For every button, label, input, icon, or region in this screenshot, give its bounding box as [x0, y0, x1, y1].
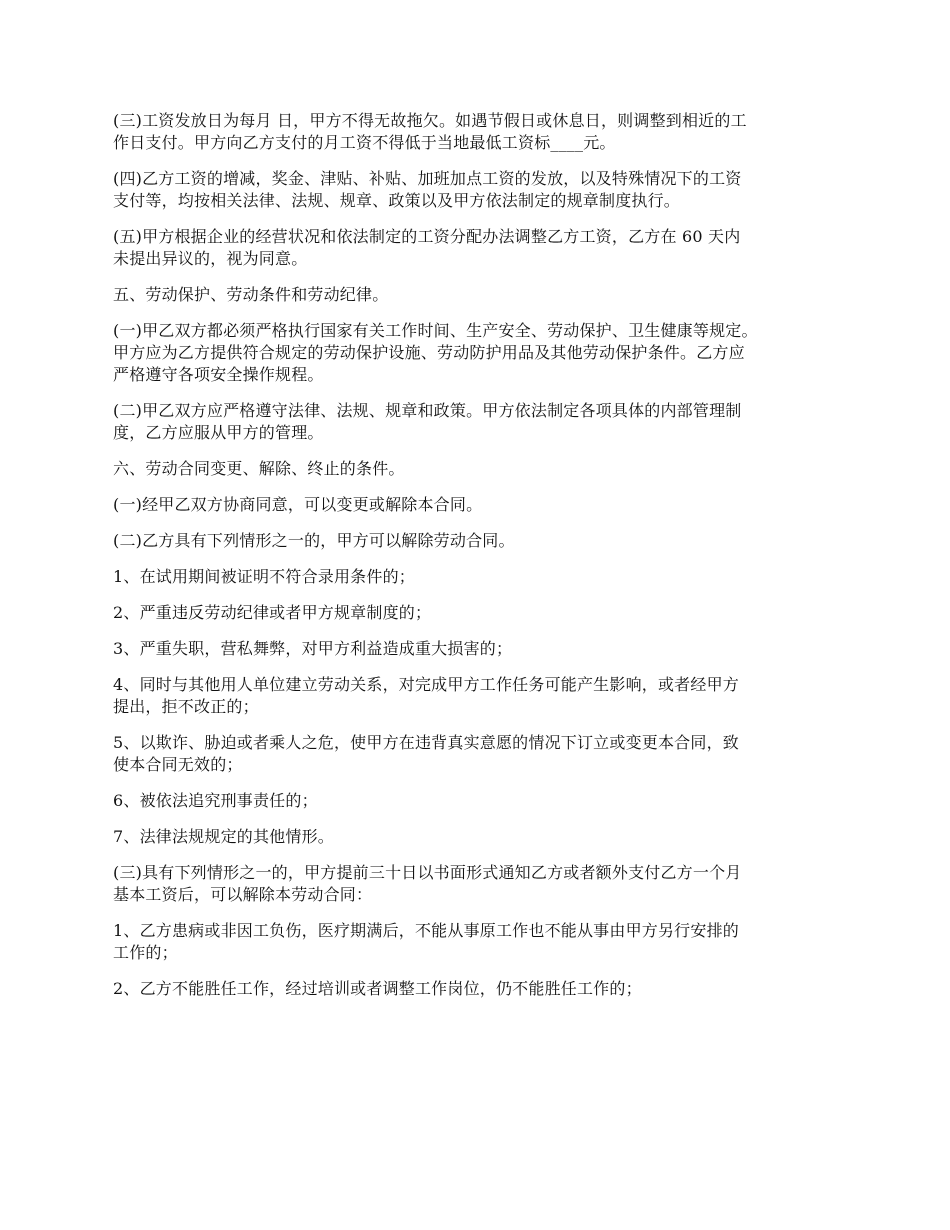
- document-page: [113, 110, 843, 1014]
- paragraph-line: 7、法律法规规定的其他情形。: [113, 827, 334, 846]
- document-paragraph: [113, 638, 843, 660]
- paragraph-line: (四)乙方工资的增减，奖金、津贴、补贴、加班加点工资的发放，以及特殊情况下的工资: [113, 169, 742, 188]
- paragraph-line: 严格遵守各项安全操作规程。: [113, 365, 324, 384]
- document-paragraph: [113, 566, 843, 588]
- document-paragraph: [113, 826, 843, 848]
- document-paragraph: [113, 862, 843, 906]
- document-paragraph: [113, 494, 843, 516]
- document-paragraph: [113, 168, 843, 212]
- paragraph-line: 3、严重失职，营私舞弊，对甲方利益造成重大损害的；: [113, 639, 513, 658]
- document-paragraph: [113, 920, 843, 964]
- document-paragraph: [113, 602, 843, 624]
- paragraph-line: (二)乙方具有下列情形之一的，甲方可以解除劳动合同。: [113, 531, 515, 550]
- document-paragraph: [113, 790, 843, 812]
- paragraph-line: (一)经甲乙双方协商同意，可以变更或解除本合同。: [113, 495, 483, 514]
- paragraph-line: 甲方应为乙方提供符合规定的劳动保护设施、劳动防护用品及其他劳动保护条件。乙方应: [113, 343, 745, 362]
- document-paragraph: [113, 226, 843, 270]
- paragraph-line: 六、劳动合同变更、解除、终止的条件。: [113, 459, 405, 478]
- document-paragraph: [113, 320, 843, 386]
- paragraph-line: 五、劳动保护、劳动条件和劳动纪律。: [113, 285, 389, 304]
- paragraph-line: 工作的；: [113, 943, 178, 962]
- document-paragraph: [113, 674, 843, 718]
- paragraph-line: 度，乙方应服从甲方的管理。: [113, 423, 324, 442]
- paragraph-line: (一)甲乙双方都必须严格执行国家有关工作时间、生产安全、劳动保护、卫生健康等规定。: [113, 321, 758, 340]
- document-paragraph: [113, 284, 843, 306]
- paragraph-line: 1、乙方患病或非因工负伤，医疗期满后，不能从事原工作也不能从事由甲方另行安排的: [113, 921, 739, 940]
- document-paragraph: [113, 110, 843, 154]
- document-paragraph: [113, 458, 843, 480]
- paragraph-line: 作日支付。甲方向乙方支付的月工资不得低于当地最低工资标____元。: [113, 133, 616, 152]
- paragraph-line: 2、乙方不能胜任工作，经过培训或者调整工作岗位，仍不能胜任工作的；: [113, 979, 642, 998]
- paragraph-line: 支付等，均按相关法律、法规、规章、政策以及甲方依法制定的规章制度执行。: [113, 191, 681, 210]
- document-paragraph: [113, 530, 843, 552]
- paragraph-line: 4、同时与其他用人单位建立劳动关系，对完成甲方工作任务可能产生影响，或者经甲方: [113, 675, 739, 694]
- paragraph-line: 5、以欺诈、胁迫或者乘人之危，使甲方在违背真实意愿的情况下订立或变更本合同，致: [113, 733, 739, 752]
- paragraph-line: 1、在试用期间被证明不符合录用条件的；: [113, 567, 415, 586]
- paragraph-line: 使本合同无效的；: [113, 755, 243, 774]
- document-paragraph: [113, 732, 843, 776]
- paragraph-line: 基本工资后，可以解除本劳动合同：: [113, 885, 373, 904]
- paragraph-line: (五)甲方根据企业的经营状况和依法制定的工资分配办法调整乙方工资，乙方在 60 天内: [113, 227, 741, 246]
- paragraph-line: (三)工资发放日为每月 日，甲方不得无故拖欠。如遇节假日或休息日，则调整到相近的工: [113, 111, 747, 130]
- paragraph-line: 未提出异议的，视为同意。: [113, 249, 308, 268]
- paragraph-line: (三)具有下列情形之一的，甲方提前三十日以书面形式通知乙方或者额外支付乙方一个月: [113, 863, 742, 882]
- document-paragraph: [113, 400, 843, 444]
- paragraph-line: 提出，拒不改正的；: [113, 697, 259, 716]
- paragraph-line: 2、严重违反劳动纪律或者甲方规章制度的；: [113, 603, 432, 622]
- paragraph-line: (二)甲乙双方应严格遵守法律、法规、规章和政策。甲方依法制定各项具体的内部管理制: [113, 401, 742, 420]
- paragraph-line: 6、被依法追究刑事责任的；: [113, 791, 318, 810]
- document-paragraph: [113, 978, 843, 1000]
